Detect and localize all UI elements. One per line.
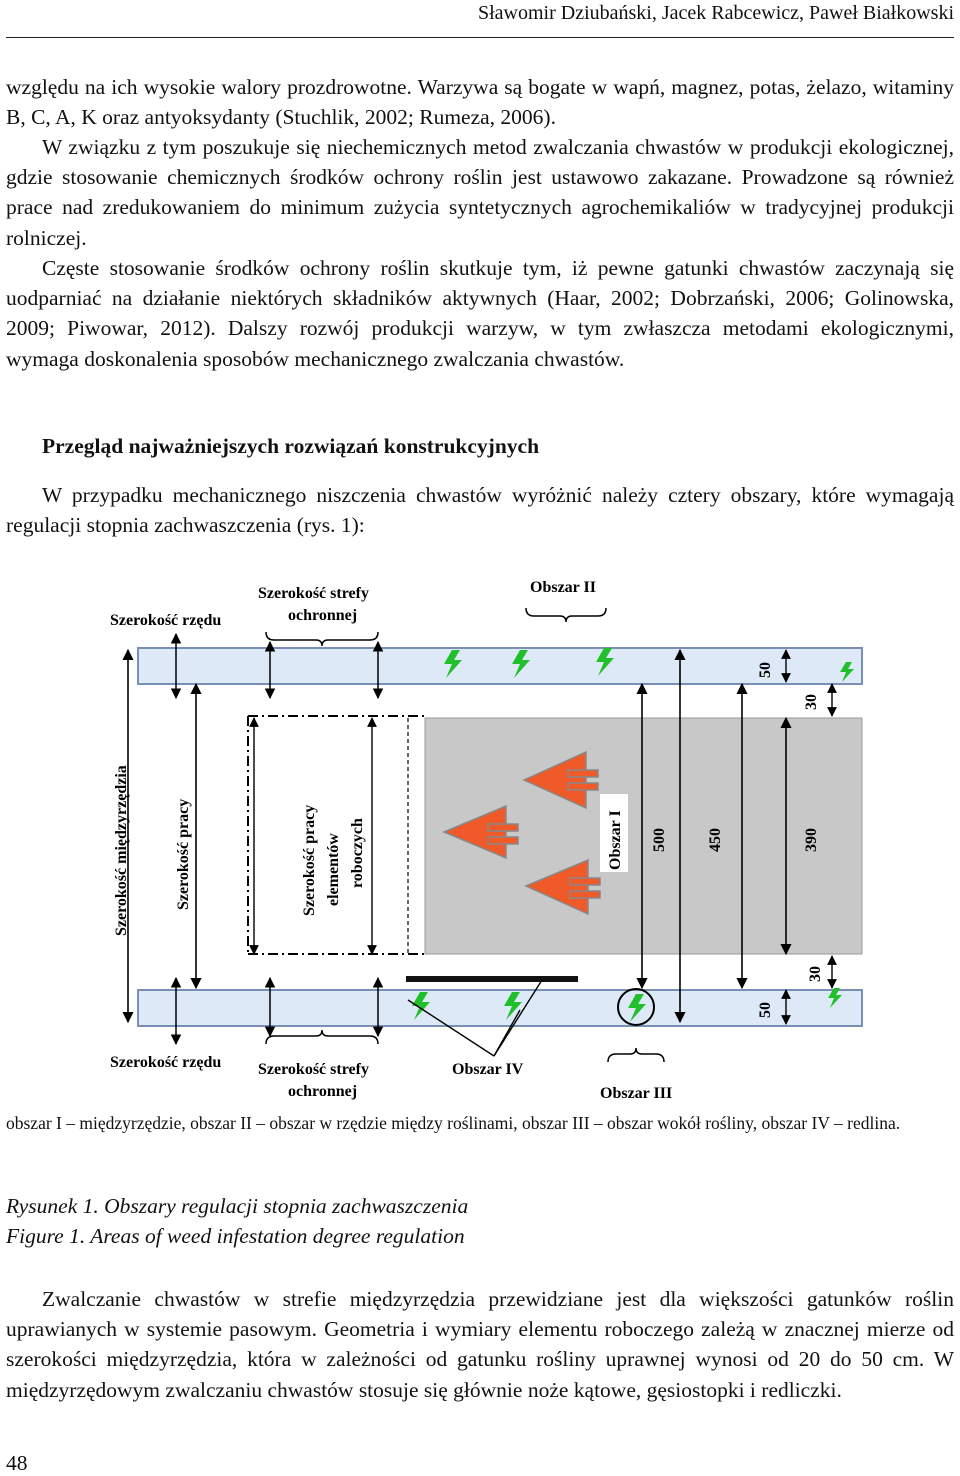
label-area-2: Obszar II xyxy=(530,579,596,596)
figure-1 xyxy=(0,570,960,1105)
paragraph-3: Częste stosowanie środków ochrony roślin skutkuje tym, iż pewne gatunki chwastów zaczynają się uodparniać na działanie niektórych składników aktywnych (Haar, 2002; Dobrzański, 2006; Golinowska, 2009; Piwowar, 2012). Dalszy rozwój produkcji warzyw, w tym zwłaszcza metodami ekologicznymi, wymaga doskonalenia sposobów mechanicznego zwalczania chwastów. xyxy=(6,256,954,371)
label-area-1: Obszar I xyxy=(607,810,624,870)
dim-450: 450 xyxy=(707,828,724,852)
dim-50-top: 50 xyxy=(757,662,774,678)
page-number: 48 xyxy=(6,1451,28,1475)
label-work-width: Szerokość pracy xyxy=(175,798,192,910)
label-inter-row: Szerokość międzyrzędzia xyxy=(113,765,130,936)
header-authors: Sławomir Dziubański, Jacek Rabcewicz, Paweł Białkowski xyxy=(478,2,954,24)
label-elem-1: Szerokość pracy xyxy=(301,804,318,916)
running-header xyxy=(6,0,954,38)
label-area-3: Obszar III xyxy=(600,1085,673,1102)
label-row-width-top: Szerokość rzędu xyxy=(110,612,222,629)
figure-legend: obszar I – międzyrzędzie, obszar II – obszar w rzędzie między roślinami, obszar III – obszar wokół rośliny, obszar IV – redlina. xyxy=(6,1113,901,1133)
section-heading: Przegląd najważniejszych rozwiązań konstrukcyjnych xyxy=(42,434,540,458)
dim-500: 500 xyxy=(651,828,668,852)
label-elem-3: roboczych xyxy=(349,818,366,888)
paragraph-2: W związku z tym poszukuje się niechemicznych metod zwalczania chwastów w produkcji ekologicznej, gdzie stosowanie chemicznych środków ochrony roślin jest ustawowo zakazane. Prowadzone są również prace nad zredukowaniem do minimum zużycia syntetycznych agrochemikaliów w tradycyjnej produkcji rolniczej. xyxy=(6,135,954,250)
paragraph-4: W przypadku mechanicznego niszczenia chwastów wyróżnić należy cztery obszary, które wymagają regulacji stopnia zachwaszczenia (rys. 1): xyxy=(6,483,954,538)
bottom-row-band xyxy=(138,990,862,1026)
dim-50-bottom: 50 xyxy=(757,1002,774,1018)
dim-30-top: 30 xyxy=(803,694,820,710)
weed-regulation-diagram xyxy=(0,570,960,1105)
paragraph-5: Zwalczanie chwastów w strefie międzyrzędzia przewidziane jest dla większości gatunków roślin uprawianych w systemie pasowym. Geometria i wymiary elementu roboczego zależą w znacznej mierze od szerokości międzyrzędzia, która w zależności od gatunku rośliny uprawnej wynosi od 20 do 50 cm. W międzyrzędowym zwalczaniu chwastów stosuje się głównie noże kątowe, gęsiostopki i redliczki. xyxy=(6,1287,954,1402)
label-elem-2: elementów xyxy=(325,833,342,906)
label-protect-bottom-1: Szerokość strefy xyxy=(258,1061,369,1078)
label-area-4: Obszar IV xyxy=(452,1061,524,1078)
top-row-band xyxy=(138,648,862,684)
label-protect-top-1: Szerokość strefy xyxy=(258,585,369,602)
label-protect-top-2: ochronnej xyxy=(288,607,358,624)
dim-30-bottom: 30 xyxy=(807,966,824,982)
dim-390: 390 xyxy=(803,828,820,852)
label-row-width-bottom: Szerokość rzędu xyxy=(110,1054,222,1071)
label-protect-bottom-2: ochronnej xyxy=(288,1083,358,1100)
caption-en: Figure 1. Areas of weed infestation degree regulation xyxy=(6,1224,465,1248)
caption-pl: Rysunek 1. Obszary regulacji stopnia zachwaszczenia xyxy=(6,1194,469,1218)
paragraph-1: względu na ich wysokie walory prozdrowotne. Warzywa są bogate w wapń, magnez, potas, żelazo, witaminy B, C, A, K oraz antyoksydanty (Stuchlik, 2002; Rumeza, 2006). xyxy=(6,75,954,130)
